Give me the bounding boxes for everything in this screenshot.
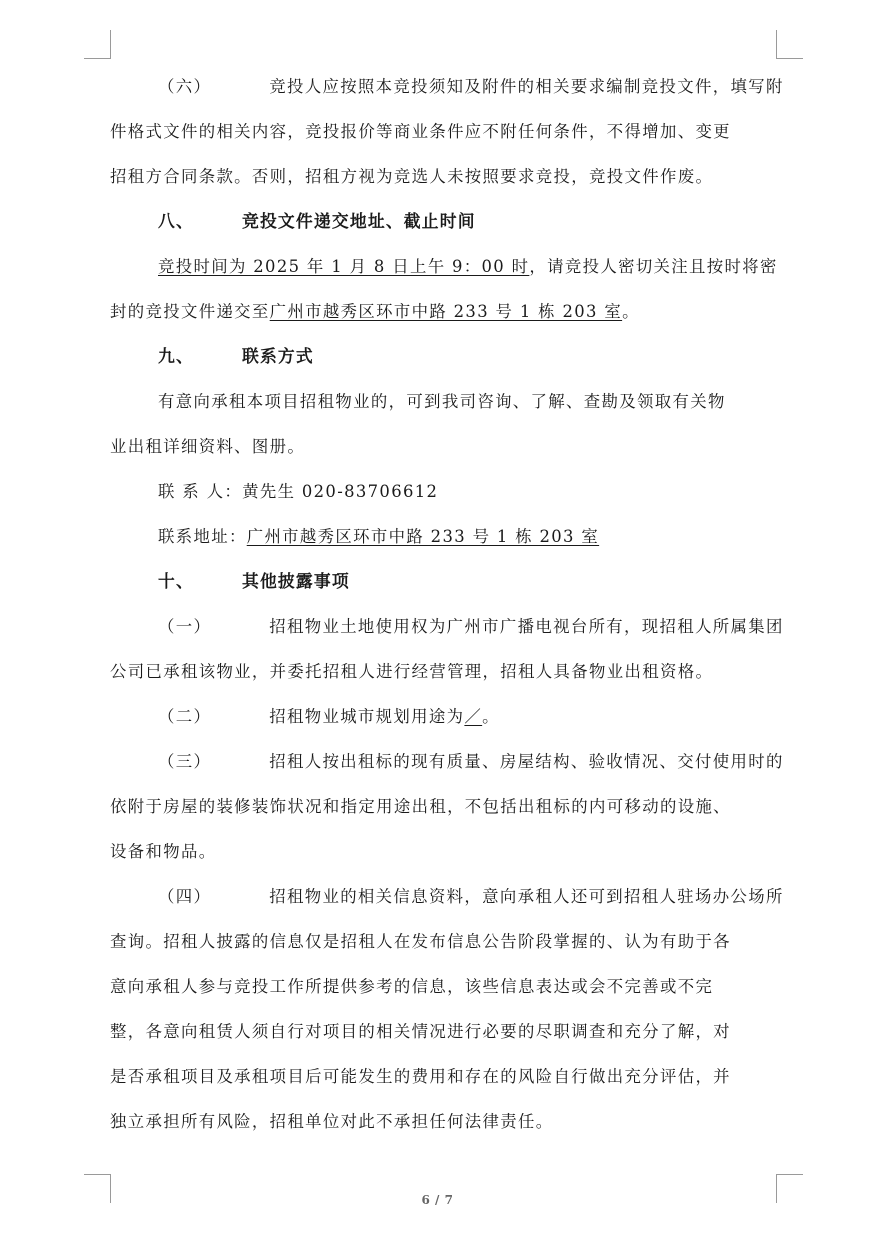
- item-1-line-1: （一） 招租物业土地使用权为广州市广播电视台所有，现招租人所属集团: [158, 617, 784, 636]
- bid-time-underlined: 竞投时间为 2025 年 1 月 8 日上午 9：00 时: [158, 257, 530, 276]
- crop-mark-top-left: [84, 30, 111, 59]
- item-4-line-4: 整，各意向租赁人须自行对项目的相关情况进行必要的尽职调查和充分了解，对: [110, 1022, 731, 1041]
- contact-address: 联系地址：广州市越秀区环市中路 233 号 1 栋 203 室: [158, 527, 600, 546]
- section-8-line-1: 竞投时间为 2025 年 1 月 8 日上午 9：00 时，请竞投人密切关注且按时将密: [158, 257, 778, 276]
- page-body: [110, 64, 784, 1144]
- submission-address-underlined: 广州市越秀区环市中路 233 号 1 栋 203 室: [269, 302, 623, 321]
- item-4-line-5: 是否承租项目及承租项目后可能发生的费用和存在的风险自行做出充分评估，并: [110, 1067, 731, 1086]
- item-2-line-1: （二） 招租物业城市规划用途为／。: [158, 707, 500, 726]
- item-4-line-6: 独立承担所有风险，招租单位对此不承担任何法律责任。: [110, 1112, 554, 1131]
- planned-use-value: ／: [464, 707, 483, 726]
- section-8-line-2: 封的竞投文件递交至广州市越秀区环市中路 233 号 1 栋 203 室。: [110, 302, 640, 321]
- item-3-line-2: 依附于房屋的装修装饰状况和指定用途出租，不包括出租标的内可移动的设施、: [110, 797, 731, 816]
- crop-mark-top-right: [776, 30, 803, 59]
- item-4-line-2: 查询。招租人披露的信息仅是招租人在发布信息公告阶段掌握的、认为有助于各: [110, 932, 731, 951]
- item-3-line-1: （三） 招租人按出租标的现有质量、房屋结构、验收情况、交付使用时的: [158, 752, 784, 771]
- item-3-line-3: 设备和物品。: [110, 842, 217, 861]
- page-number: 6 / 7: [421, 1193, 454, 1207]
- item-1-line-2: 公司已承租该物业，并委托招租人进行经营管理，招租人具备物业出租资格。: [110, 662, 714, 681]
- paragraph-6-line-1: （六） 竞投人应按照本竞投须知及附件的相关要求编制竞投文件，填写附: [158, 77, 784, 96]
- item-4-line-3: 意向承租人参与竞投工作所提供参考的信息，该些信息表达或会不完善或不完: [110, 977, 714, 996]
- section-heading-8: 八、 竞投文件递交地址、截止时间: [158, 211, 476, 231]
- item-4-line-1: （四） 招租物业的相关信息资料，意向承租人还可到招租人驻场办公场所: [158, 887, 784, 906]
- contact-person: 联 系 人：黄先生 020-83706612: [158, 482, 439, 501]
- paragraph-6-line-3: 招租方合同条款。否则，招租方视为竞选人未按照要求竞投，竞投文件作废。: [110, 167, 714, 186]
- section-9-line-1: 有意向承租本项目招租物业的，可到我司咨询、了解、查勘及领取有关物: [158, 392, 726, 411]
- item-number: （六）: [158, 77, 212, 96]
- section-heading-10: 十、 其他披露事项: [158, 571, 350, 591]
- section-9-line-2: 业出租详细资料、图册。: [110, 437, 306, 456]
- paragraph-6-line-2: 件格式文件的相关内容，竞投报价等商业条件应不附任何条件，不得增加、变更: [110, 122, 731, 141]
- section-heading-9: 九、 联系方式: [158, 346, 314, 366]
